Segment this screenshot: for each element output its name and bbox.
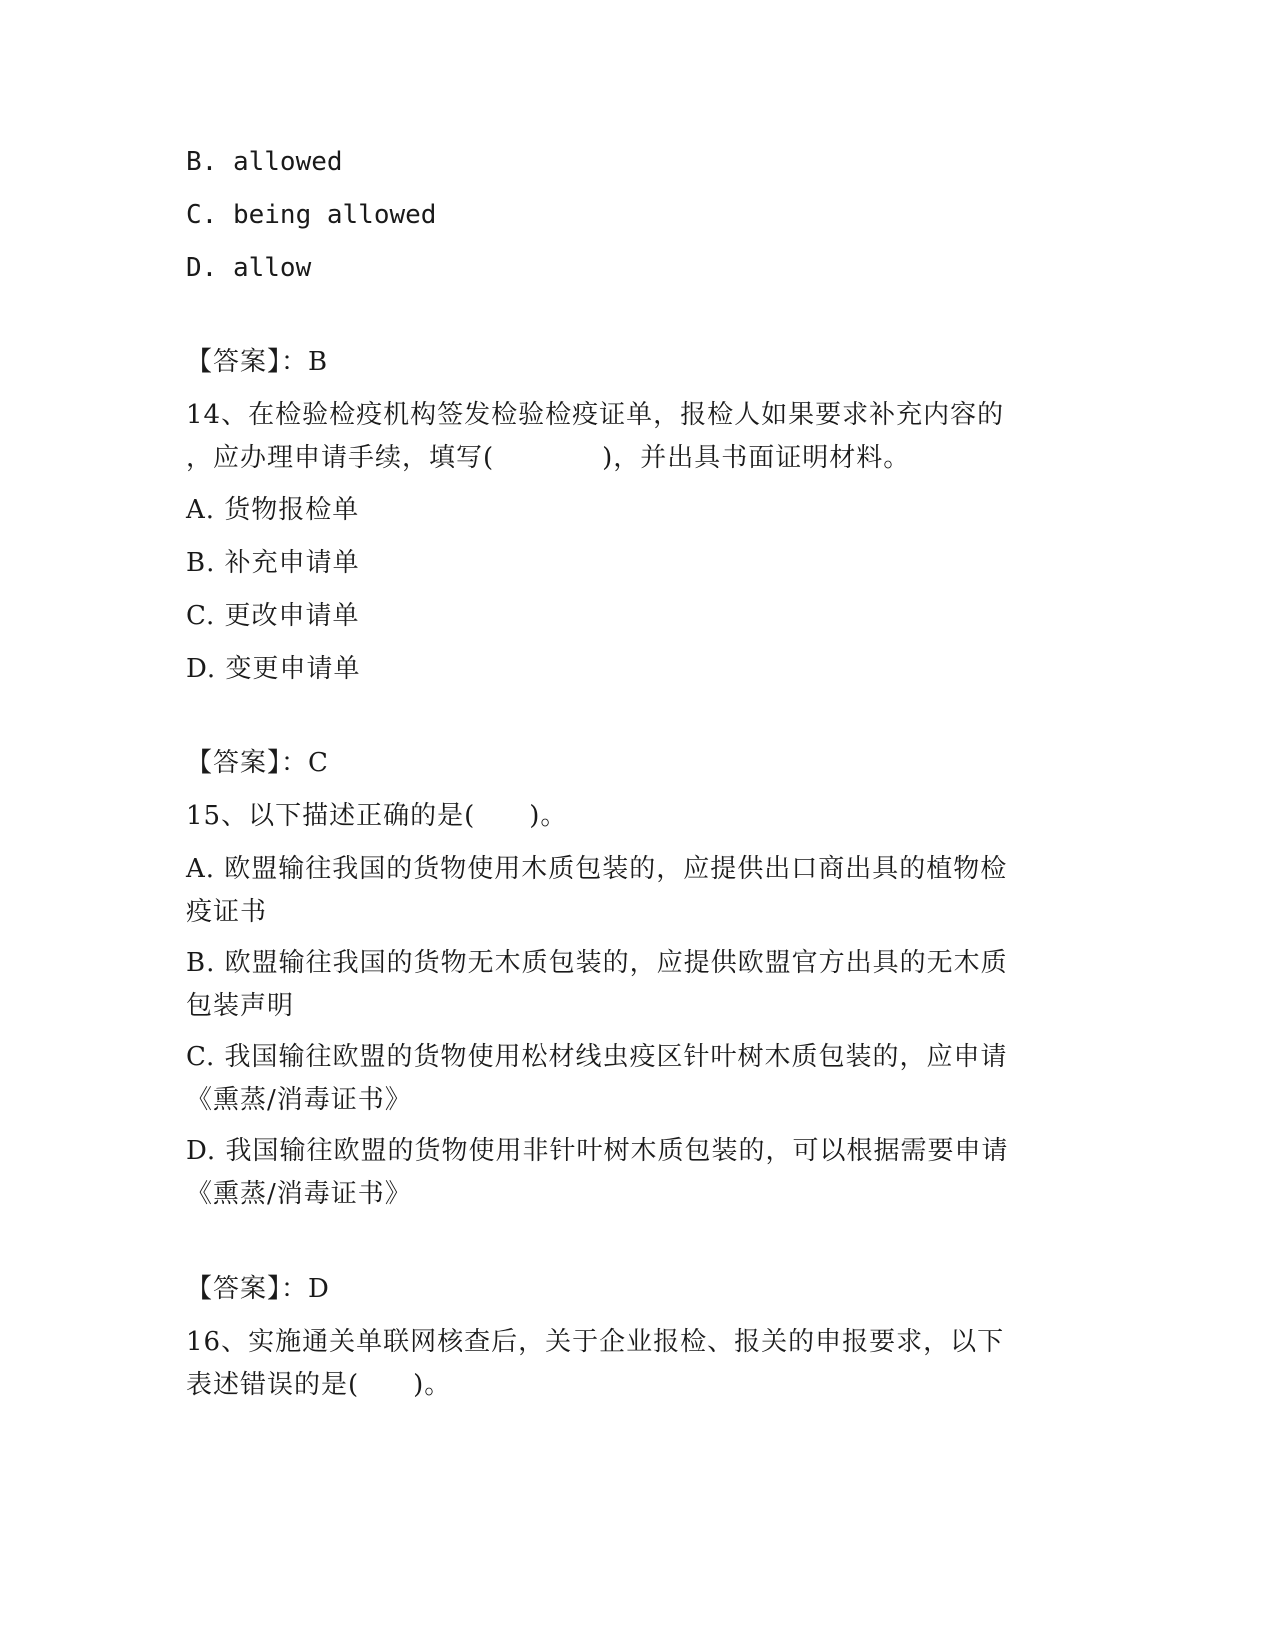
question-stem: 14、在检验检疫机构签发检验检疫证单，报检人如果要求补充内容的 [186,400,1005,430]
option-d-continued: 《熏蒸/消毒证书》 [186,1179,412,1209]
option-c: C. being allowed [186,200,437,230]
option-a: A. 货物报检单 [186,495,360,525]
option-d: D. allow [186,253,312,283]
option-b: B. 欧盟输往我国的货物无木质包装的，应提供欧盟官方出具的无木质 [186,948,1008,978]
option-c: C. 更改申请单 [186,601,360,631]
option-d: D. 变更申请单 [186,654,361,684]
answer-label: 【答案】：B [186,347,329,377]
option-c-continued: 《熏蒸/消毒证书》 [186,1085,412,1115]
question-stem: 表述错误的是( )。 [186,1370,452,1400]
option-b-continued: 包装声明 [186,991,295,1021]
answer-label: 【答案】：D [186,1274,330,1304]
option-a: A. 欧盟输往我国的货物使用木质包装的，应提供出口商出具的植物检 [186,854,1008,884]
option-a-continued: 疫证书 [186,897,268,927]
option-d: D. 我国输往欧盟的货物使用非针叶树木质包装的，可以根据需要申请 [186,1136,1009,1166]
answer-label: 【答案】：C [186,748,329,778]
option-b: B. 补充申请单 [186,548,360,578]
question-stem: 15、以下描述正确的是( )。 [186,801,568,831]
question-stem: 16、实施通关单联网核查后，关于企业报检、报关的申报要求，以下 [186,1327,1005,1357]
option-c: C. 我国输往欧盟的货物使用松材线虫疫区针叶树木质包装的，应申请 [186,1042,1008,1072]
option-b: B. allowed [186,147,343,177]
question-stem: ，应办理申请手续，填写( )，并出具书面证明材料。 [186,443,911,473]
